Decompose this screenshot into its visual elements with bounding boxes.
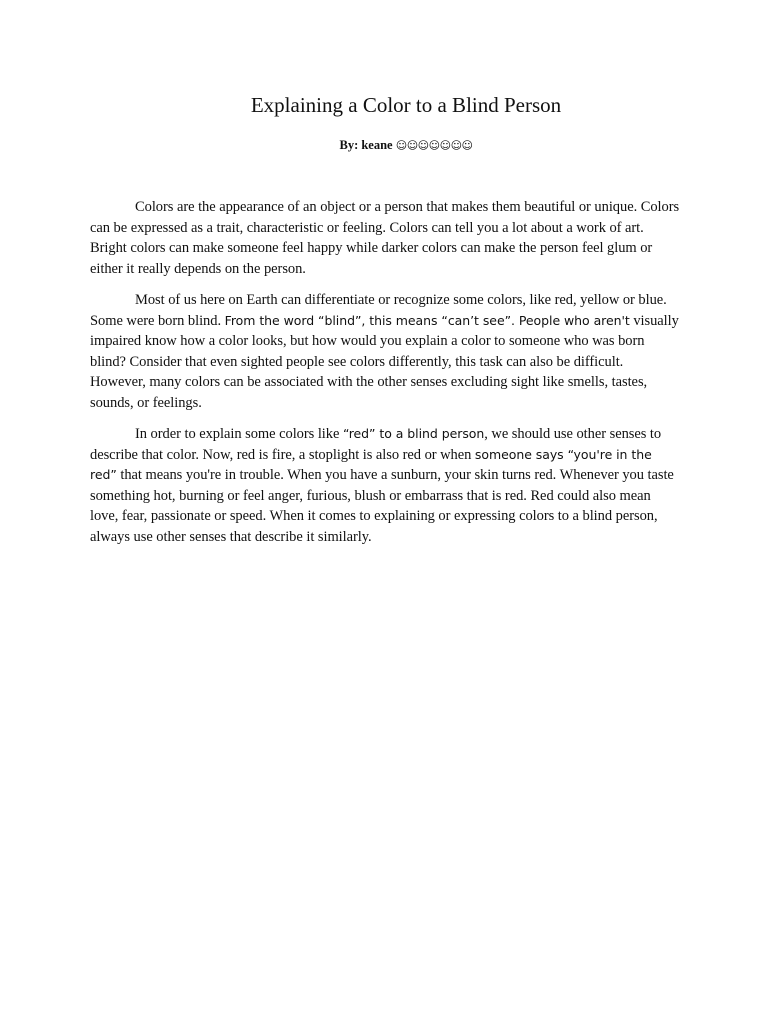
paragraph-2-alt-font-text: From the word “blind”, this means “can’t see”. People who aren't xyxy=(224,312,630,328)
smiley-icons: ☺☺☺☺☺☺☺ xyxy=(395,139,473,152)
paragraph-1: Colors are the appearance of an object or a person that makes them beautiful or unique. Colors can be expressed as a trait, characteristic or feeling. Colors can tell you a lot about a work of art. Bright colors can make someone feel happy while darker colors can make the person feel glum or either it really depends on the person. xyxy=(90,199,680,277)
author-byline xyxy=(0,136,768,155)
paragraph-3-text-a: In order to explain some colors like xyxy=(135,426,340,442)
paragraph-2-text-a: Most of us here on Earth can differentiate or recognize some colors, like red, yellow or blue. Some were born blind. xyxy=(90,292,667,329)
paragraph-3-alt-font-text-b: someone says “you're in the red” xyxy=(90,446,652,482)
paragraph-3 xyxy=(90,424,680,547)
paragraph-2 xyxy=(90,290,680,413)
paragraph-3-alt-font-text-a: “red” to a blind person xyxy=(342,426,485,441)
byline-text: By: keane xyxy=(339,138,393,152)
document-title: Explaining a Color to a Blind Person xyxy=(250,93,562,117)
paragraph-2-text-b: visually impaired know how a color looks, but how would you explain a color to someone who was born blind? Consider that even sighted people see colors differently, this task can also be difficult. However, many colors can be associated with the other senses excluding sight like smells, tastes, sounds, or feelings. xyxy=(90,312,679,411)
paragraph-3-text-c: that means you're in trouble. When you have a sunburn, your skin turns red. Whenever you taste something hot, burning or feel anger, furious, blush or embarrass that is red. Red could also mean love, fear, passionate or speed. When it comes to explaining or expressing colors to a blind person, always use other senses that describe it similarly. xyxy=(90,467,674,545)
paragraph-3-text-b: , we should use other senses to describe that color. Now, red is fire, a stoplight is also red or when xyxy=(90,426,662,463)
document-body xyxy=(90,197,680,558)
